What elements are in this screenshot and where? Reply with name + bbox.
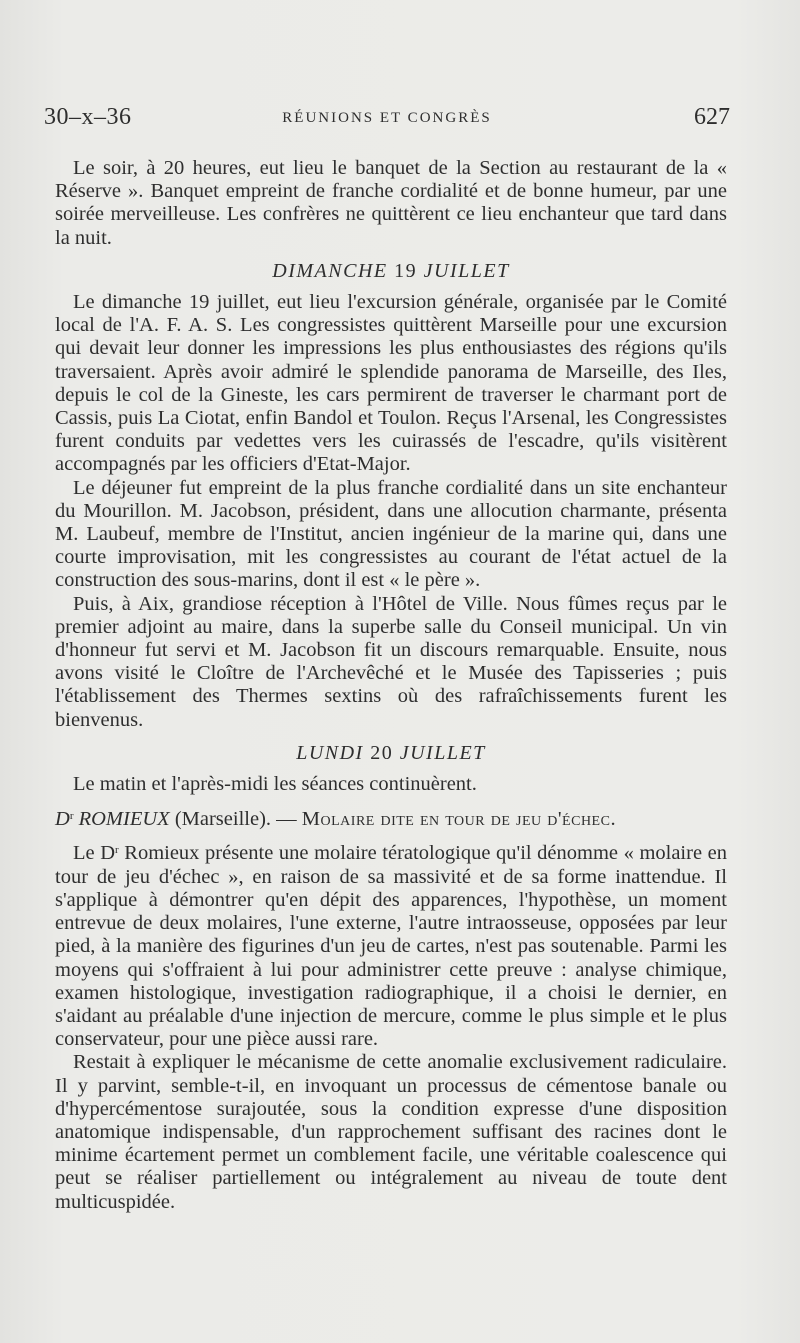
title-dash: —: [276, 808, 297, 831]
author-title: D: [55, 808, 70, 831]
heading-day: DIMANCHE: [272, 259, 388, 282]
paragraph-aix: Puis, à Aix, grandiose réception à l'Hôtel de Ville. Nous fûmes reçus par le premier adjoint au maire, dans la superbe salle du Conseil municipal. Un vin d'honneur fut servi et M. Jacobson fit un discours remarquable. Ensuite, nous avons visité le Cloître de l'Archevêché et le Musée des Tapisseries ; puis l'établissement des Thermes sextins où des rafraîchissements furent les bienvenus.: [55, 592, 727, 731]
paragraph-seances: Le matin et l'après-midi les séances continuèrent.: [73, 773, 477, 796]
author-city: (Marseille).: [174, 808, 272, 831]
heading-month: JUILLET: [423, 259, 510, 282]
section-heading-lundi: [55, 742, 727, 765]
running-title: RÉUNIONS ET CONGRÈS: [282, 110, 492, 126]
p6-start: Le D: [73, 842, 116, 865]
p6-rest: Romieux présente une molaire tératologique qu'il dénomme « molaire en tour de jeu d'échec », en raison de sa massivité et de sa forme inattendue. Il s'applique à démontrer qu'en dépit des apparences, l'hypothèse, un moment entrevue de deux molaires, l'une externe, l'autre intraosseuse, opposées par leur pied, à la manière des figurines d'un jeu de cartes, n'est pas soutenable. Parmi les moyens qui s'offraient à lui pour administrer cette preuve : analyse chimique, examen histologique, investigation radiographique, il a choisi le dernier, en s'aidant au préalable d'une injection de mercure, comme le plus simple et le plus conservateur, pour une pièce aussi rare.: [55, 842, 727, 1051]
heading-day-number: 19: [394, 259, 418, 282]
p6-sup: r: [115, 844, 119, 857]
heading-day: LUNDI: [296, 741, 364, 764]
heading-day-number: 20: [370, 741, 394, 764]
page-header: [44, 104, 730, 136]
author-name: ROMIEUX: [78, 808, 170, 831]
body-text: [55, 157, 727, 1214]
paragraph-excursion: Le dimanche 19 juillet, eut lieu l'excursion générale, organisée par le Comité local de l'A. F. A. S. Les congressistes quittèrent Marseille pour une excursion qui devait leur donner les impressions les plus enthousiastes des régions qu'ils traversaient. Après avoir admiré le splendide panorama de Marseille, des Iles, depuis le col de la Gineste, les cars permirent de traverser le charmant port de Cassis, puis La Ciotat, enfin Bandol et Toulon. Reçus l'Arsenal, les Congressistes furent conduits par vedettes vers les cuirassés de l'escadre, qu'ils visitèrent accompagnés par les officiers d'Etat-Major.: [55, 291, 727, 476]
paragraph-dejeuner: Le déjeuner fut empreint de la plus franche cordialité dans un site enchanteur du Mourillon. M. Jacobson, président, dans une allocution charmante, présenta M. Laubeuf, membre de l'Institut, ancien ingénieur de la marine qui, dans une courte improvisation, mit les congressistes au courant de l'état actuel de la construction des sous-marins, dont il est « le père ».: [55, 476, 727, 592]
author-title-sup: r: [69, 810, 74, 823]
header-date: 30–x–36: [44, 104, 132, 130]
section-heading-dimanche: [55, 260, 727, 283]
communication-subject: Molaire dite en tour de jeu d'échec.: [301, 808, 617, 831]
page-number: 627: [694, 104, 730, 130]
paragraph-mecanisme: Restait à expliquer le mécanisme de cette anomalie exclusivement radiculaire. Il y parvint, semble-t-il, en invoquant un processus de cémentose banale ou d'hypercémentose surajoutée, sous la condition expresse d'une disposition anatomique indispensable, d'un rapprochement suffisant des racines dont le minime écartement permet un comblement facile, une véritable coalescence qui peut se réaliser partiellement ou intégralement au niveau de toute dent multicuspidée.: [55, 1051, 727, 1213]
paragraph-romieux: [55, 839, 727, 1051]
communication-title: [55, 805, 727, 831]
heading-month: JUILLET: [399, 741, 486, 764]
paragraph-banquet: Le soir, à 20 heures, eut lieu le banquet de la Section au restaurant de la « Réserve ». Banquet empreint de franche cordialité et de bonne humeur, par une soirée merveilleuse. Les confrères ne quittèrent ce lieu enchanteur que tard dans la nuit.: [55, 157, 727, 249]
